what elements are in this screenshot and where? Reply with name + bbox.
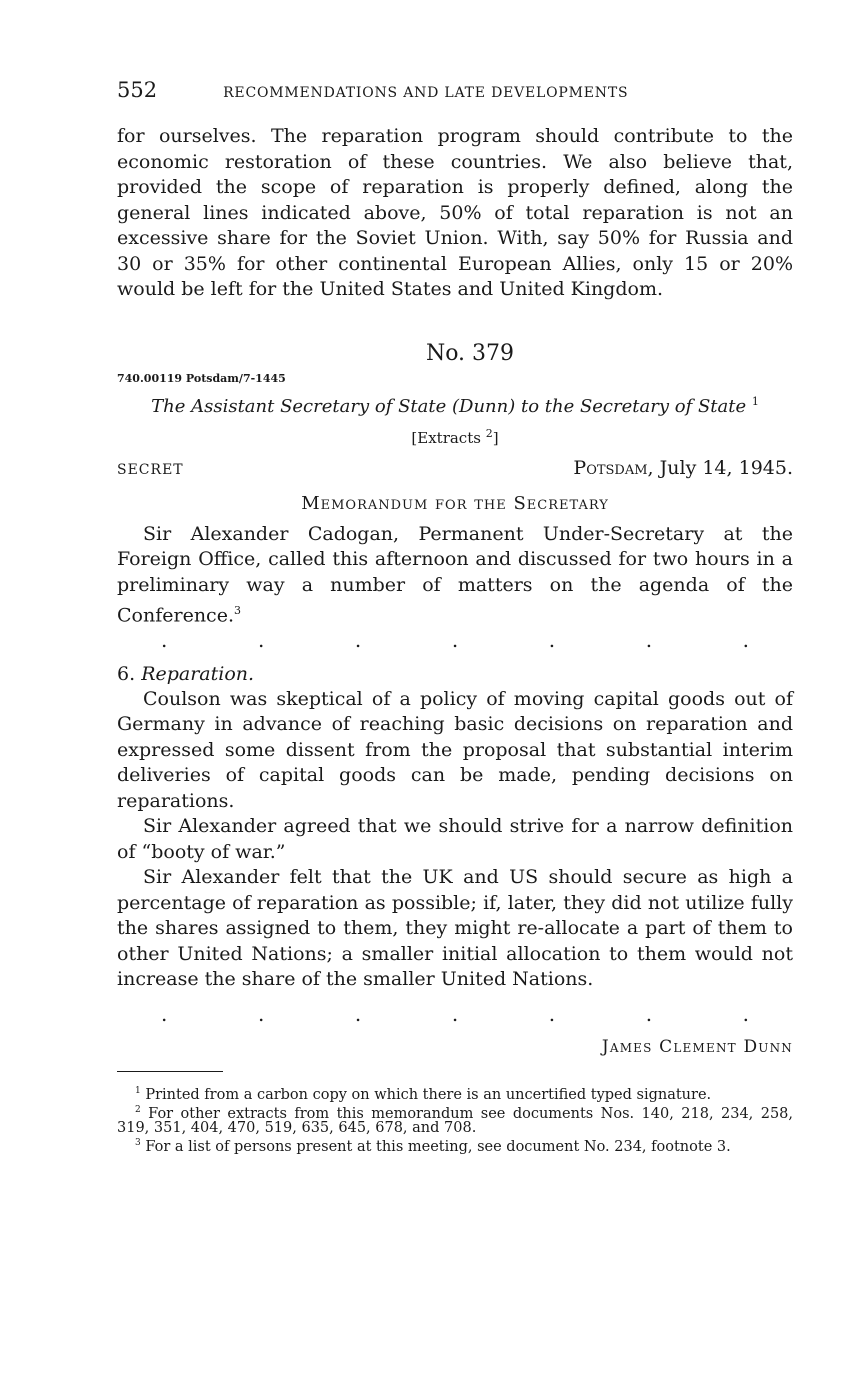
place-date xyxy=(573,457,793,479)
uk-us-paragraph: Sir Alexander felt that the UK and US should secure as high a percentage of reparation as possible; if, later, they did not utilize fully the shares assigned to them, they might re-allocate a part of them to other United Nations; a smaller initial allocation to them would not increase the share of the smaller United Nations. xyxy=(117,866,793,991)
section-title: Reparation. xyxy=(141,662,255,685)
ellipsis-dot: . xyxy=(742,1001,749,1026)
footnote xyxy=(117,1136,793,1155)
footnote xyxy=(117,1103,793,1137)
signature: James Clement Dunn xyxy=(601,1036,793,1057)
ellipsis-dot: . xyxy=(161,627,168,652)
ellipsis-dot: . xyxy=(161,1001,168,1026)
footnote xyxy=(117,1084,793,1103)
opening-paragraph-text: Sir Alexander Cadogan, Permanent Under-Secretary at the Foreign Office, called this afternoon and discussed for two hours in a preliminary way a number of matters on the agenda of the Conference. xyxy=(117,522,793,627)
footnote-text: For a list of persons present at this meeting, see document No. 234, footnote 3. xyxy=(145,1139,731,1156)
running-head-title: RECOMMENDATIONS AND LATE DEVELOPMENTS xyxy=(223,85,629,101)
running-head xyxy=(117,78,793,102)
footnote-text: Printed from a carbon copy on which there is an uncertified typed signature. xyxy=(145,1086,712,1103)
footnote-divider xyxy=(117,1071,223,1072)
document-page xyxy=(117,78,793,1155)
file-reference: 740.00119 Potsdam/7-1445 xyxy=(117,371,286,385)
ellipsis-dot: . xyxy=(548,1001,556,1026)
section-heading xyxy=(117,663,793,685)
ellipsis-dot: . xyxy=(742,627,749,652)
footnote-mark: 2 xyxy=(135,1104,141,1115)
extracts-label-close: ] xyxy=(492,428,499,447)
intro-paragraph: for ourselves. The reparation program should contribute to the economic restoration of these countries. We also believe that, provided the scope of reparation is properly defined, along the general lines indicated above, 50% of total reparation is not an excessive share for the Soviet Union. With, say 50% for Russia and 30 or 35% for other continental European Allies, only 15 or 20% would be left for the United States and United Kingdom. xyxy=(117,125,793,300)
date: July 14, 1945. xyxy=(659,456,793,479)
ellipsis-row xyxy=(117,627,793,653)
ellipsis-dot: . xyxy=(451,1001,459,1026)
document-title-text: The Assistant Secretary of State (Dunn) to the Secretary of State xyxy=(151,395,747,417)
ellipsis-dot: . xyxy=(257,627,265,652)
memo-heading: Memorandum for the Secretary xyxy=(301,492,609,514)
coulson-paragraph: Coulson was skeptical of a policy of moving capital goods out of Germany in advance of reaching basic decisions on reparation and expressed some dissent from the proposal that substantial interim deliveries of capital goods can be made, pending decisions on reparations. xyxy=(117,687,793,812)
ellipsis-dot: . xyxy=(645,627,653,652)
ellipsis-dot: . xyxy=(354,627,362,652)
document-number: No. 379 xyxy=(425,340,515,366)
classification-row xyxy=(117,457,793,479)
footnote-ref-1: 1 xyxy=(751,394,759,408)
ellipsis-row xyxy=(117,1001,793,1027)
classification: SECRET xyxy=(117,461,184,478)
extracts-label xyxy=(117,427,793,447)
ellipsis-dot: . xyxy=(548,627,556,652)
opening-paragraph xyxy=(117,522,793,629)
footnote-text: For other extracts from this memorandum see documents Nos. 140, 218, 234, 258, 319, 351, 404, 470, 519, 635, 645, 678, and 708. xyxy=(117,1105,793,1137)
section-number: 6. xyxy=(117,662,136,685)
ellipsis-dot: . xyxy=(354,1001,362,1026)
footnote-mark: 1 xyxy=(135,1085,141,1096)
footnote-ref-3: 3 xyxy=(233,604,241,617)
ellipsis-dot: . xyxy=(257,1001,265,1026)
booty-paragraph: Sir Alexander agreed that we should strive for a narrow definition of “booty of war.” xyxy=(117,815,793,863)
page-number: 552 xyxy=(117,78,158,102)
ellipsis-dot: . xyxy=(451,627,459,652)
place: Potsdam, xyxy=(573,456,654,479)
footnote-mark: 3 xyxy=(135,1138,141,1149)
extracts-label-text: [Extracts xyxy=(411,428,481,447)
ellipsis-dot: . xyxy=(645,1001,653,1026)
document-title xyxy=(117,395,793,417)
footnote-ref-2: 2 xyxy=(485,426,493,440)
